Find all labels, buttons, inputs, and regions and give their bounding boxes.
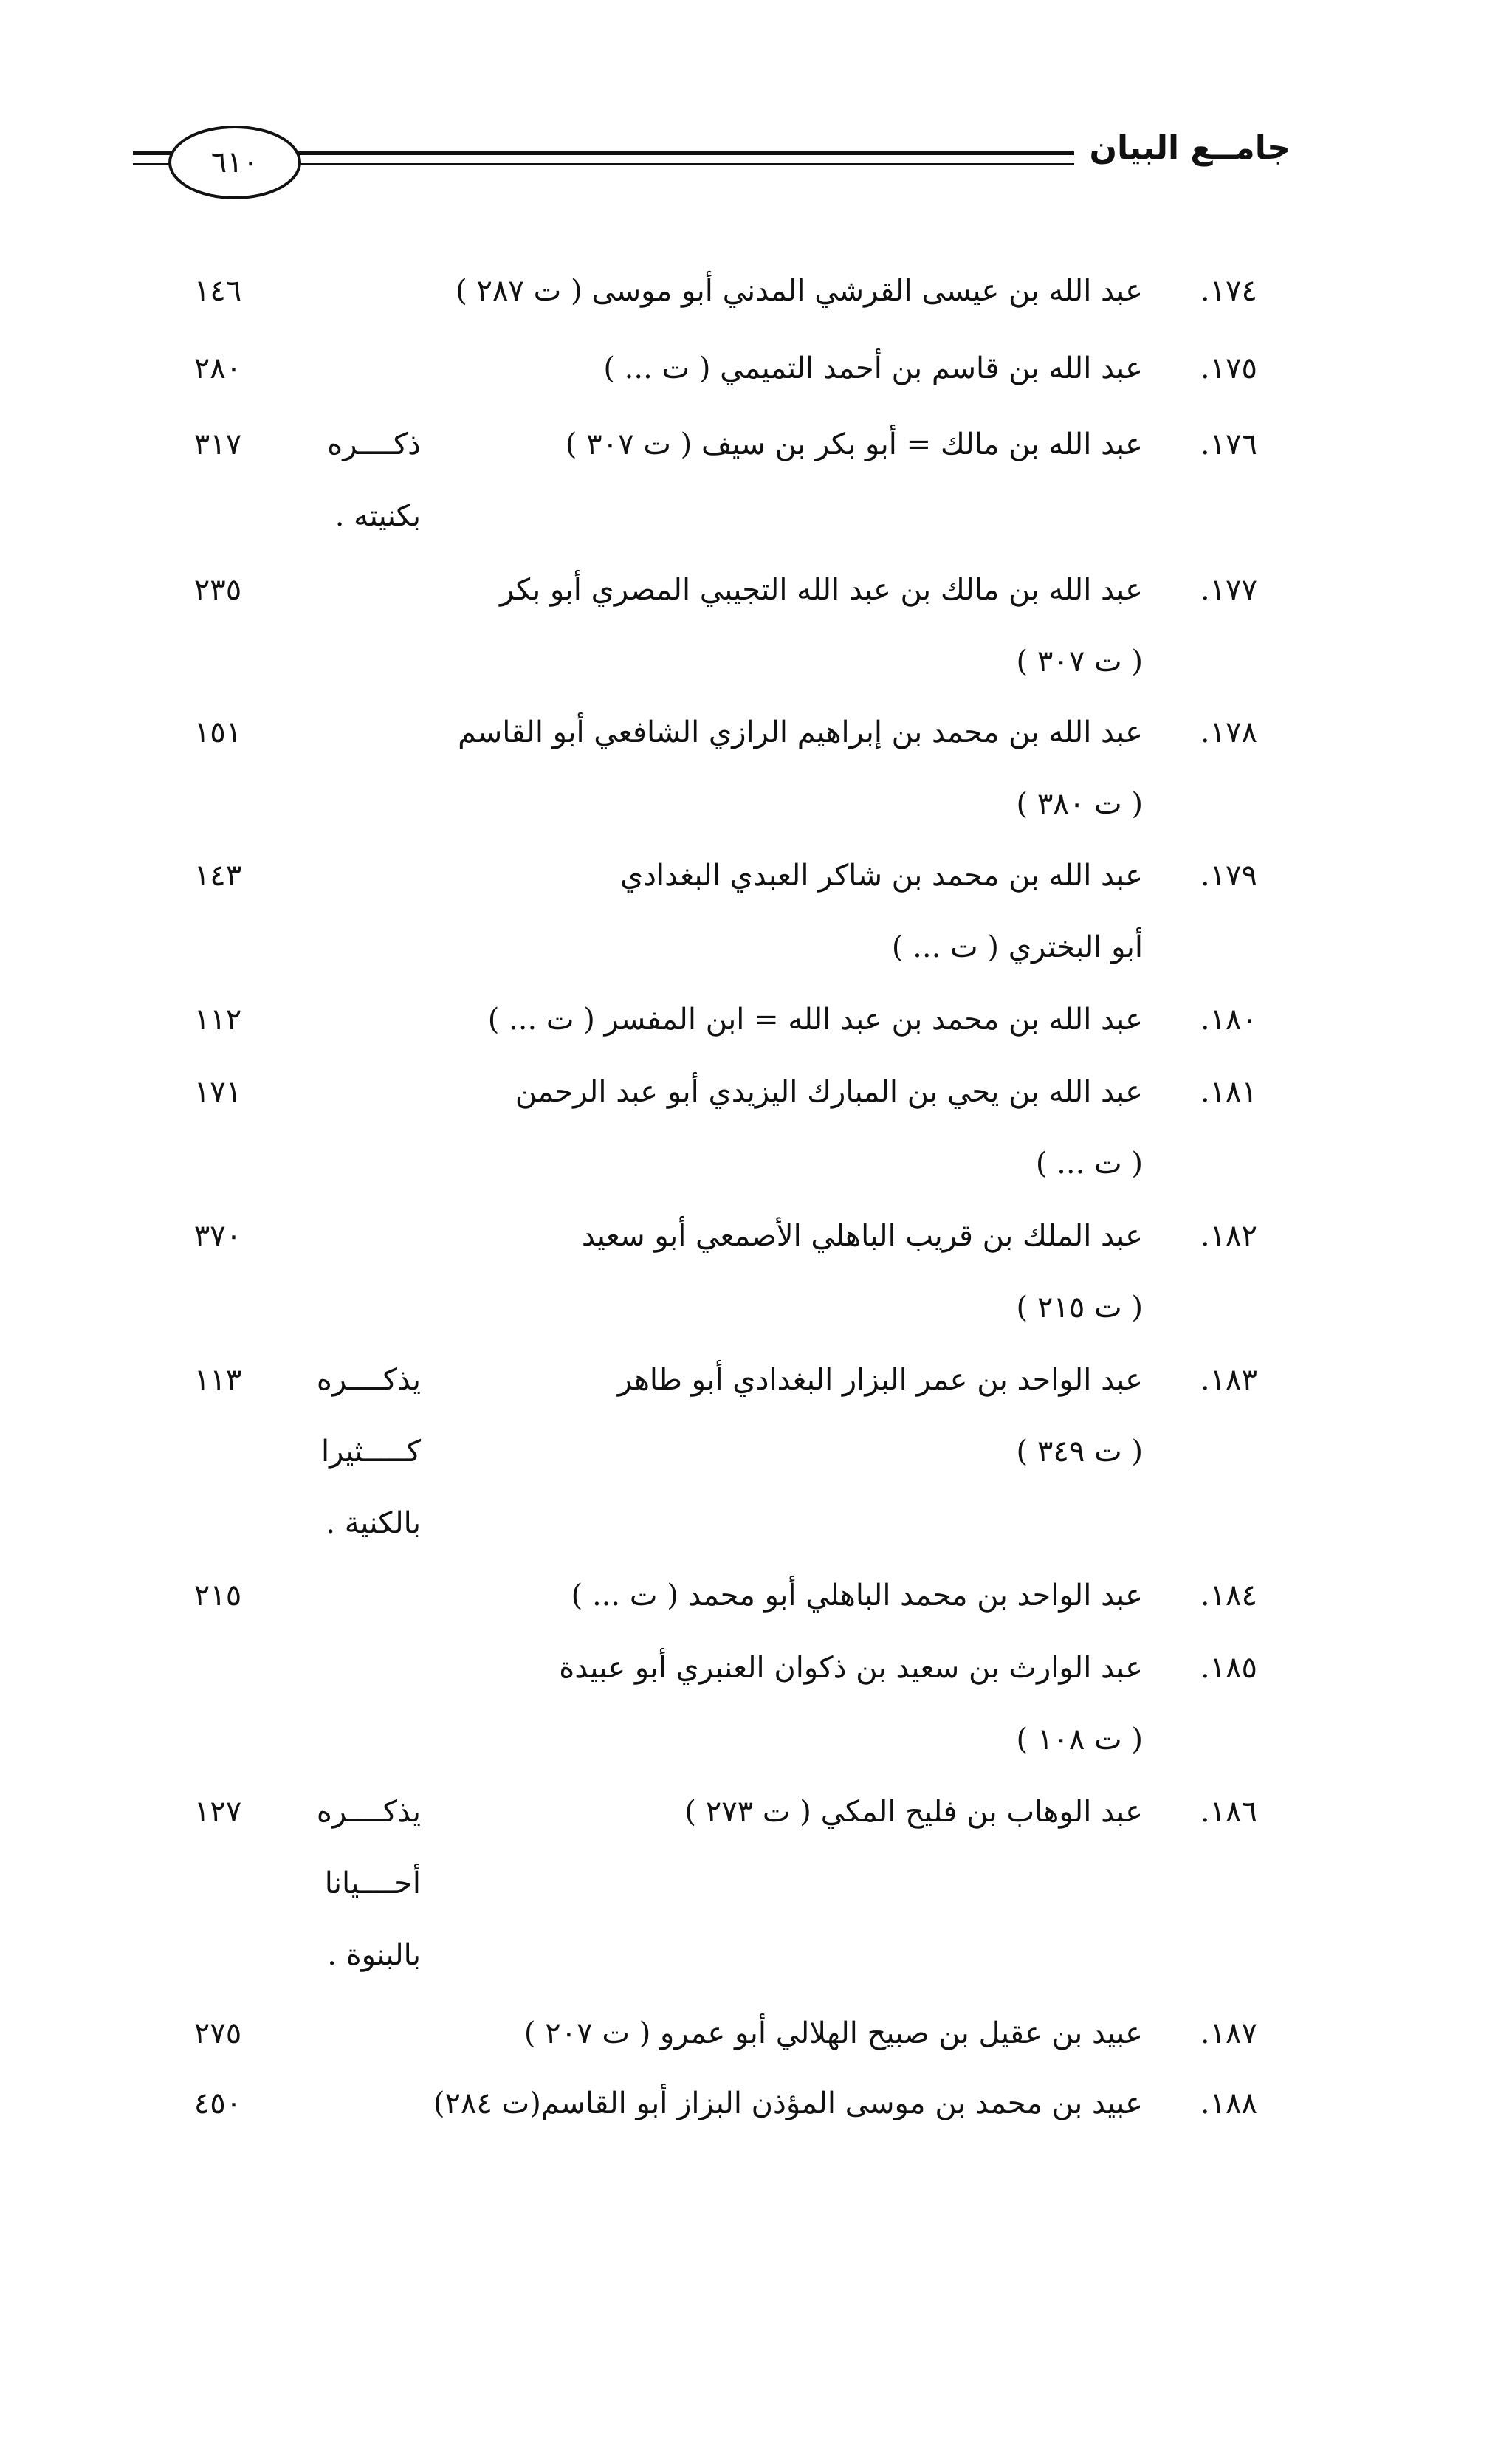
entry-number: ١٧٧. [1200,573,1257,607]
note-line: أحــــيانا [324,1867,421,1900]
running-header-title: جامــع البيان [1089,129,1291,167]
entry-line: عبد الله بن يحي بن المبارك اليزيدي أبو عبد الرحمن [515,1075,1143,1109]
entry-text [405,2086,1143,2157]
entry-page-ref: ١١٢ [193,1003,242,1037]
entry-number: ١٧٨. [1200,715,1257,749]
note-line: ذكــــره [327,427,421,461]
entry-line: عبد الواحد بن محمد الباهلي أبو محمد ( ت ... ) [571,1579,1143,1613]
entry-number: ١٨٣. [1200,1363,1257,1397]
entry-page-ref: ٢١٥ [193,1579,242,1613]
entry-page-ref: ٢٣٥ [193,573,242,607]
entry-note [281,1362,421,1577]
note-line: يذكــــره [316,1795,421,1829]
entry-line: أبو البختري ( ت ... ) [891,930,1143,964]
entry-note [281,427,421,570]
entry-line: عبد الله بن قاسم بن أحمد التميمي ( ت ... ) [603,351,1143,385]
note-line: يذكــــره [316,1363,421,1397]
entry-line: عبد الله بن محمد بن إبراهيم الرازي الشافعي أبو القاسم [458,715,1143,749]
entry-text [405,1074,1143,1218]
entry-number: ١٨٥. [1200,1651,1257,1685]
entry-number: ١٨٠. [1200,1003,1257,1037]
entry-number: ١٧٥. [1200,351,1257,385]
entry-page-ref: ١٥١ [193,715,242,749]
entry-text [405,2016,1143,2087]
entry-page-ref: ١٤٣ [193,859,242,893]
entry-line: عبد الله بن مالك = أبو بكر بن سيف ( ت ٣٠٧ ) [565,427,1143,461]
entry-text [405,858,1143,1001]
entry-line: عبد الواحد بن عمر البزار البغدادي أبو طاهر [617,1363,1143,1397]
entry-line: عبد الله بن محمد بن عبد الله = ابن المفسر ( ت ... ) [487,1003,1143,1037]
entry-page-ref: ١١٣ [193,1363,242,1397]
entry-number: ١٨٧. [1200,2016,1257,2050]
entry-text [405,351,1143,422]
entry-text [405,1650,1143,1793]
note-line: بالبنوة . [327,1938,421,1972]
entry-line: ( ت ٢١٥ ) [1016,1291,1143,1325]
note-line: بالكنية . [326,1506,421,1540]
header-rule [292,151,1074,165]
note-line: كـــــثيرا [321,1435,421,1469]
entry-line: عبد الله بن مالك بن عبد الله التجيبي المصري أبو بكر [499,573,1143,607]
entry-number: ١٨٤. [1200,1579,1257,1613]
entry-page-ref: ١٢٧ [193,1795,242,1829]
entry-line: عبيد بن محمد بن موسى المؤذن البزاز أبو القاسم(ت ٢٨٤) [433,2087,1143,2120]
entry-page-ref: ٣٧٠ [193,1219,242,1253]
entry-text [405,1218,1143,1361]
entry-line: عبد الله بن محمد بن شاكر العبدي البغدادي [619,859,1143,893]
entry-number: ١٧٩. [1200,859,1257,893]
entry-line: عبيد بن عقيل بن صبيح الهلالي أبو عمرو ( ت ٢٠٧ ) [523,2016,1143,2050]
entry-page-ref: ١٧١ [193,1075,242,1109]
entry-line: ( ت ٣٤٩ ) [1016,1435,1143,1469]
entry-line: عبد الله بن عيسى القرشي المدني أبو موسى ( ت ٢٨٧ ) [456,274,1143,308]
entry-text [405,1794,1143,1866]
entry-number: ١٨٨. [1200,2087,1257,2120]
entry-number: ١٨٦. [1200,1795,1257,1829]
entry-line: ( ت ١٠٨ ) [1016,1723,1143,1756]
entry-note [281,1794,421,2009]
entry-text [405,572,1143,715]
entry-page-ref: ٢٨٠ [193,351,242,385]
entry-text [405,1362,1143,1505]
entry-number: ١٧٤. [1200,274,1257,308]
entry-line: عبد الملك بن قريب الباهلي الأصمعي أبو سعيد [581,1219,1143,1253]
entry-page-ref: ٤٥٠ [193,2087,242,2120]
entry-line: ( ت ٣٨٠ ) [1016,787,1143,821]
entry-text [405,715,1143,858]
note-line: بكنيته . [334,499,421,533]
entry-line: ( ت ... ) [1035,1147,1143,1181]
entry-text [405,1578,1143,1649]
entry-page-ref: ١٤٦ [193,274,242,308]
page-number: ٦١٠ [210,145,259,179]
entry-page-ref: ٣١٧ [193,427,242,461]
entry-text [405,427,1143,498]
entry-number: ١٨٢. [1200,1219,1257,1253]
entry-line: عبد الوهاب بن فليح المكي ( ت ٢٧٣ ) [684,1795,1143,1829]
entry-line: عبد الوارث بن سعيد بن ذكوان العنبري أبو عبيدة [559,1651,1143,1685]
entry-page-ref: ٢٧٥ [193,2016,242,2050]
page-number-oval [168,126,301,199]
entry-number: ١٧٦. [1200,427,1257,461]
entry-text [405,1002,1143,1074]
entry-text [405,273,1143,345]
entry-line: ( ت ٣٠٧ ) [1016,645,1143,679]
entry-number: ١٨١. [1200,1075,1257,1109]
